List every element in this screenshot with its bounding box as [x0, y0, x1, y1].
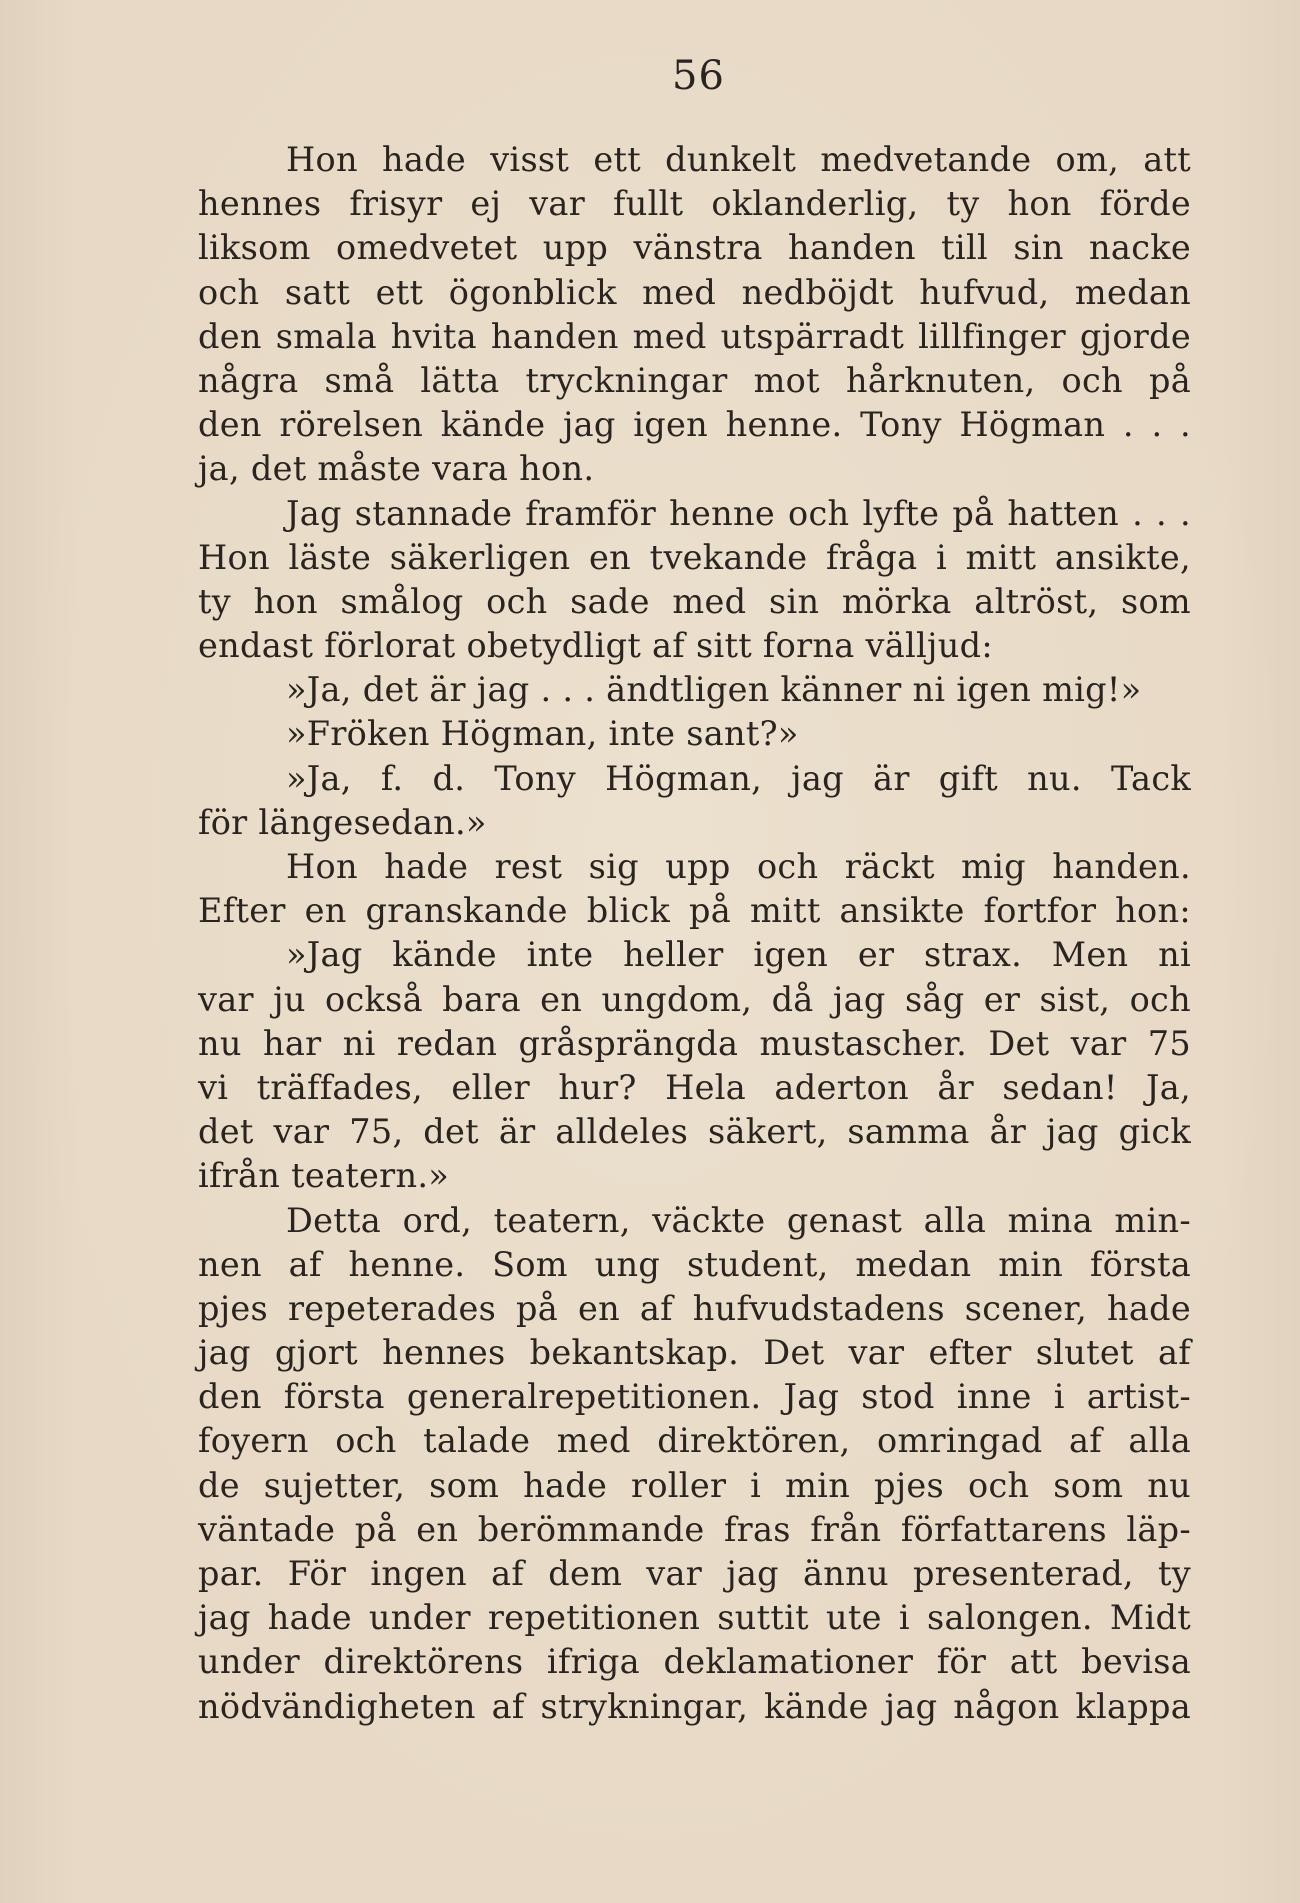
text-line: det var 75, det är alldeles säkert, samma år jag gick — [198, 1112, 1191, 1152]
text-line: den första generalrepetitionen. Jag stod inne i artist- — [198, 1377, 1191, 1417]
text-line: foyern och talade med direktören, omringad af alla — [198, 1421, 1191, 1461]
text-line: endast förlorat obetydligt af sitt forna välljud: — [198, 626, 993, 666]
text-line: nen af henne. Som ung student, medan min första — [198, 1244, 1191, 1284]
text-line: var ju också bara en ungdom, då jag såg er sist, och — [198, 979, 1191, 1019]
text-line: Detta ord, teatern, väckte genast alla mina min- — [286, 1200, 1191, 1240]
text-line: »Ja, det är jag . . . ändtligen känner ni igen mig!» — [286, 670, 1142, 710]
text-line: och satt ett ögonblick med nedböjdt hufvud, medan — [198, 272, 1191, 312]
text-line: de sujetter, som hade roller i min pjes och som nu — [198, 1465, 1191, 1505]
text-line: ty hon smålog och sade med sin mörka altröst, som — [198, 581, 1191, 621]
text-line: Efter en granskande blick på mitt ansikte fortfor hon: — [198, 891, 1191, 931]
text-line: vi träffades, eller hur? Hela aderton år sedan! Ja, — [198, 1067, 1191, 1107]
text-line: den rörelsen kände jag igen henne. Tony Högman . . . — [198, 405, 1191, 445]
text-line: under direktörens ifriga deklamationer för att bevisa — [198, 1642, 1191, 1682]
text-line: för längesedan.» — [198, 802, 487, 842]
text-line: »Fröken Högman, inte sant?» — [286, 714, 799, 754]
text-line: Hon hade rest sig upp och räckt mig handen. — [286, 847, 1191, 886]
text-line: några små lätta tryckningar mot hårknuten, och på — [198, 360, 1191, 400]
text-line: jag gjort hennes bekantskap. Det var efter slutet af — [198, 1333, 1191, 1373]
text-line: nu har ni redan gråsprängda mustascher. Det var 75 — [198, 1023, 1191, 1063]
text-line: pjes repeterades på en af hufvudstadens scener, hade — [198, 1288, 1191, 1328]
text-line: »Jag kände inte heller igen er strax. Men ni — [286, 935, 1191, 975]
page-number: 56 — [672, 53, 725, 99]
text-line: Hon läste säkerligen en tvekande fråga i mitt ansikte, — [198, 537, 1191, 577]
text-line: ifrån teatern.» — [198, 1156, 450, 1196]
text-line: liksom omedvetet upp vänstra handen till sin nacke — [198, 228, 1191, 268]
text-line: ja, det måste vara hon. — [198, 449, 595, 489]
text-line: par. För ingen af dem var jag ännu presenterad, ty — [198, 1554, 1191, 1593]
text-line: väntade på en berömmande fras från författarens läp- — [198, 1509, 1191, 1549]
text-line: nödvändigheten af strykningar, kände jag någon klappa — [198, 1686, 1191, 1726]
text-line: hennes frisyr ej var fullt oklanderlig, ty hon förde — [198, 184, 1191, 224]
body-text — [198, 138, 1191, 1729]
text-line: jag hade under repetitionen suttit ute i salongen. Midt — [198, 1598, 1191, 1638]
text-line: »Ja, f. d. Tony Högman, jag är gift nu. Tack — [286, 758, 1191, 798]
text-line: Hon hade visst ett dunkelt medvetande om, att — [286, 140, 1191, 179]
text-line: Jag stannade framför henne och lyfte på hatten . . . — [286, 493, 1191, 533]
text-line: den smala hvita handen med utspärradt lillfinger gjorde — [198, 316, 1191, 356]
